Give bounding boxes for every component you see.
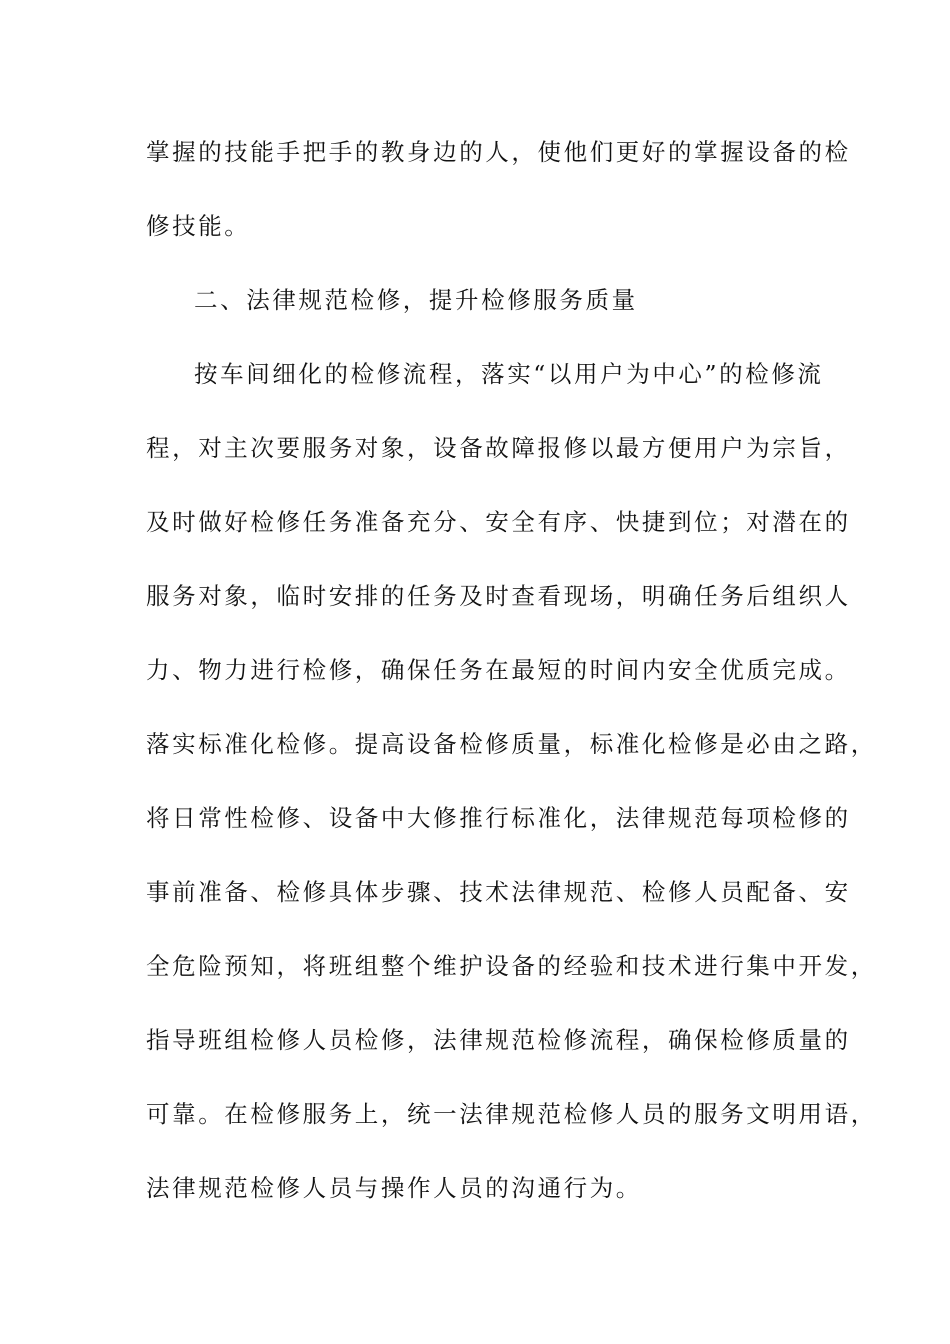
section-heading: 二、法律规范检修，提升检修服务质量 — [194, 286, 638, 314]
paragraph-line: 力、物力进行检修，确保任务在最短的时间内安全优质完成。 — [146, 656, 851, 684]
paragraph-line: 指导班组检修人员检修，法律规范检修流程，确保检修质量的 — [146, 1026, 851, 1054]
paragraph-line: 掌握的技能手把手的教身边的人，使他们更好的掌握设备的检 — [146, 138, 851, 166]
paragraph-line: 服务对象，临时安排的任务及时查看现场，明确任务后组织人 — [146, 582, 851, 610]
paragraph-line: 及时做好检修任务准备充分、安全有序、快捷到位；对潜在的 — [146, 508, 851, 536]
paragraph-line: 法律规范检修人员与操作人员的沟通行为。 — [146, 1174, 642, 1202]
paragraph-line: 按车间细化的检修流程，落实“以用户为中心”的检修流 — [194, 360, 824, 388]
paragraph-line: 落实标准化检修。提高设备检修质量，标准化检修是必由之路， — [146, 730, 877, 758]
paragraph-line: 程，对主次要服务对象，设备故障报修以最方便用户为宗旨， — [146, 434, 851, 462]
paragraph-line: 修技能。 — [146, 212, 251, 240]
paragraph-line: 将日常性检修、设备中大修推行标准化，法律规范每项检修的 — [146, 804, 851, 832]
paragraph-line: 全危险预知，将班组整个维护设备的经验和技术进行集中开发， — [146, 952, 877, 980]
paragraph-line: 可靠。在检修服务上，统一法律规范检修人员的服务文明用语， — [146, 1100, 877, 1128]
paragraph-line: 事前准备、检修具体步骤、技术法律规范、检修人员配备、安 — [146, 878, 851, 906]
